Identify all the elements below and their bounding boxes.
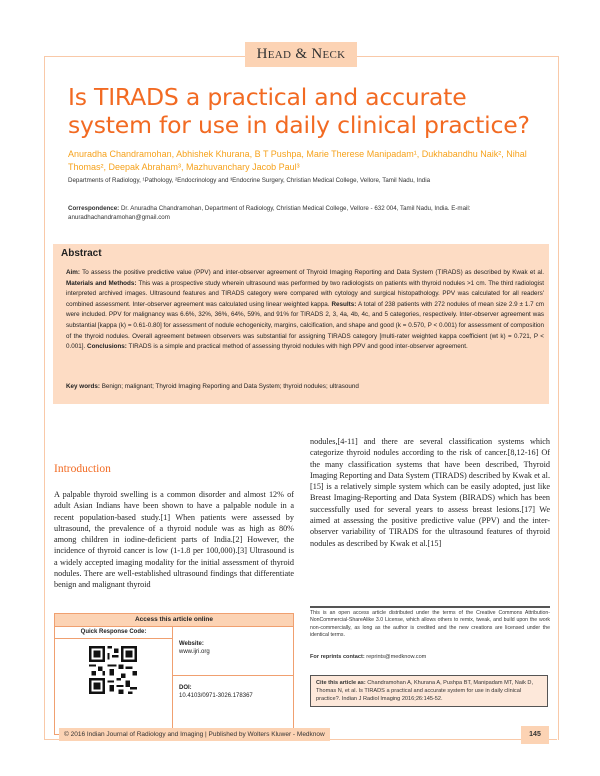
reprints-label: For reprints contact: <box>310 654 365 660</box>
results-text: A total of 238 patients with 272 nodules of mean size 2.9 ± 1.7 cm were included. PPV for malignancy was 6.6%, 32%, 36%, 64%, 59%, and 91% for TIRADS 2, 3, 4a, 4b, 4c, and 5 categories, respectively. Inter-observer agreement was substantial [kappa (k) = 0.61-0.80] for assessment of nodule echogenicity, margins, calcification, and shape and good (k = 0.570, P < 0.001) for assessment of composition of the thyroid nodules. Overall agreement between observers was substantial for assigning TIRADS category [multi-rater weighted kappa coefficient (wt k) = 0.721, P < 0.001]. <box>66 300 545 351</box>
access-header: Access this article online <box>55 613 293 627</box>
cite-box <box>310 675 548 707</box>
abstract-body <box>66 268 544 353</box>
doi-link[interactable]: 10.4103/0971-3026.178367 <box>179 693 253 699</box>
footer-copyright: © 2016 Indian Journal of Radiology and Imaging | Published by Wolters Kluwer - Medknow <box>59 728 330 741</box>
aim-label: Aim: <box>66 269 80 276</box>
section-tag: Head & Neck <box>245 42 357 67</box>
reprints-email[interactable]: reprints@medknow.com <box>364 654 427 660</box>
qr-cell <box>55 626 173 734</box>
introduction-heading: Introduction <box>54 463 111 475</box>
page-number: 145 <box>521 726 549 744</box>
introduction-column-2: nodules,[4-11] and there are several classification systems which categorize thyroid nodules according to the risk of cancer.[8,12-16] Of the many classification systems that have been described, Thyroid Imaging Reporting and Data System (TIRADS) described by Kwak et al.[15] is a relatively simple system which can be easily adopted, just like Breast Imaging-Reporting and Data System (BIRADS) which has been successfully used for several years to assess breast lesions.[17] We aimed at assessing the positive predictive value (PPV) and the inter-observer variability of TIRADS for the ultrasound features of thyroid nodules as described by Kwak et al.[15] <box>310 437 550 548</box>
reprints-contact <box>310 654 550 660</box>
abstract-heading: Abstract <box>61 248 102 259</box>
keywords-text: Benign; malignant; Thyroid Imaging Reporting and Data System; thyroid nodules; ultrasound <box>99 383 359 390</box>
qr-code-icon[interactable] <box>89 646 137 694</box>
keywords <box>66 382 544 392</box>
conclusions-text: TIRADS is a simple and practical method of assessing thyroid nodules with high PPV and good inter-observer agreement. <box>126 343 468 351</box>
author-list: Anuradha Chandramohan, Abhishek Khurana, B T Pushpa, Marie Therese Manipadam¹, Dukhabandhu Naik², Nihal Thomas², Deepak Abraham³, Mazhuvanchary Jacob Paul³ <box>68 149 527 172</box>
methods-text: This was a prospective study wherein ultrasound was performed by two radiologists on patients with thyroid nodules >1 cm. The third radiologist interpreted archived images. Ultrasound features and TIRADS category were compared with cytology and surgical histopathology. PPV was calculated for all readers' combined assessment. Inter-observer agreement was calculated using linear weighted kappa. <box>66 279 544 308</box>
access-article-box <box>54 613 294 735</box>
correspondence-text: Dr. Anuradha Chandramohan, Department of Radiology, Christian Medical College, Vellore - 632 004, Tamil Nadu, India. E-mail: anuradhachandramohan@gmail.com <box>68 205 471 221</box>
affiliations: Departments of Radiology, ¹Pathology, ²Endocrinology and ³Endocrine Surgery, Christian Medical College, Vellore, Tamil Nadu, India <box>68 177 431 184</box>
introduction-column-1: A palpable thyroid swelling is a common disorder and almost 12% of adult Asian Indians have been shown to have a palpable nodule in a recent population-based study.[1] When patients were assessed by ultrasound, the prevalence of a thyroid nodule was as high as 80% among children in iodine-deficient parts of India.[2] However, the incidence of thyroid cancer is low (1-1.8 per 100,000).[3] Ultrasound is a widely accepted imaging modality for the initial assessment of thyroid nodules. There are well-established ultrasound findings that differentiate benign and malignant thyroid <box>54 490 294 590</box>
article-title: Is TIRADS a practical and accurate system for use in daily clinical practice? <box>68 83 530 139</box>
correspondence <box>68 204 548 222</box>
website-link[interactable]: www.ijri.org <box>179 649 210 655</box>
website-section <box>173 626 294 676</box>
license-text: This is an open access article distributed under the terms of the Creative Commons Attribution-NonCommercial-ShareAlike 3.0 License, which allows others to remix, tweak, and build upon the work non-commercially, as long as the author is credited and the new creations are licensed under the identical terms. <box>310 610 550 639</box>
conclusions-label: Conclusions: <box>87 343 127 351</box>
methods-label: Materials and Methods: <box>66 279 137 287</box>
cite-text: Chandramohan A, Khurana A, Pushpa BT, Manipadam MT, Naik D, Thomas N, et al. Is TIRADS a practical and accurate system for use in daily clinical practice?. Indian J Radiol Imaging 2016;26:145-52. <box>316 680 534 702</box>
aim-text: To assess the positive predictive value (PPV) and inter-observer agreement of Thyroid Imaging Reporting and Data System (TIRADS) as described by Kwak et al. <box>80 269 544 276</box>
doi-section <box>173 676 294 700</box>
abstract-box <box>53 244 549 404</box>
license-divider <box>310 606 550 608</box>
keywords-label: Key words: <box>66 383 100 390</box>
website-label: Website: <box>179 641 204 647</box>
qr-label: Quick Response Code: <box>55 626 172 639</box>
correspondence-label: Correspondence: <box>68 205 120 212</box>
cite-label: Cite this article as: <box>316 680 366 686</box>
info-cell <box>173 626 294 734</box>
doi-label: DOI: <box>179 685 192 691</box>
results-label: Results: <box>331 300 357 308</box>
